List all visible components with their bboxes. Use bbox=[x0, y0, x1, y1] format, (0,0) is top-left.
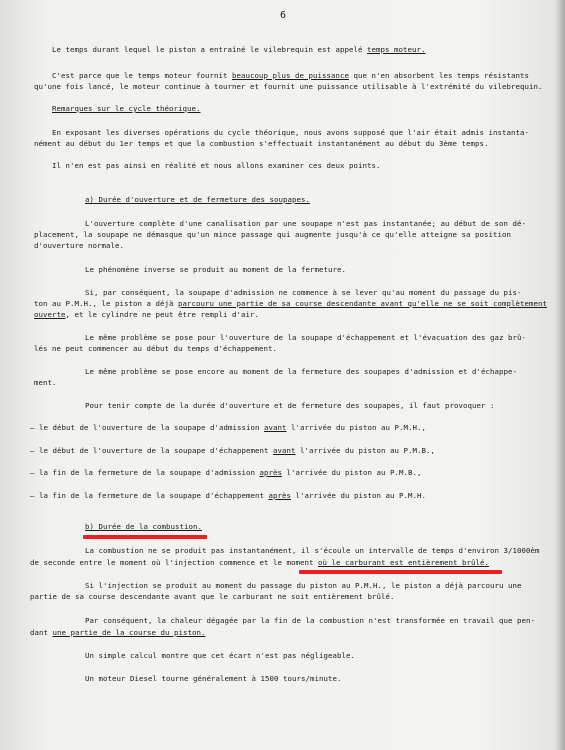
list-item: – la fin de la fermeture de la soupape d'admission après l'arrivée du piston au P.M.B., bbox=[30, 468, 422, 477]
paragraph-ouverture-line3: d'ouverture normale. bbox=[34, 241, 124, 250]
paragraph-puissance-line2: qu'une fois lancé, le moteur continue à tourner et fournit une puissance utilisable à l'extrémité du vilebrequin. bbox=[34, 82, 543, 91]
paragraph-diesel: Un moteur Diesel tourne généralement à 1500 tours/minute. bbox=[85, 674, 342, 683]
paragraph-calcul: Un simple calcul montre que cet écart n'est pas négligeable. bbox=[85, 651, 355, 660]
section-b-heading: b) Durée de la combustion. bbox=[85, 522, 202, 531]
paragraph-cycle-line1: En exposant les diverses opérations du cycle théorique, nous avons supposé que l'air était admis instanta- bbox=[52, 128, 529, 137]
paragraph-injection-line1: Si l'injection se produit au moment du passage du piston au P.M.H., le piston a déjà parcouru une bbox=[85, 581, 522, 590]
paragraph-ouverture-line1: L'ouverture complète d'une canalisation par une soupape n'est pas instantanée; au début de son dé- bbox=[85, 219, 526, 228]
paragraph-echappement-line1: Le même problème se pose pour l'ouverture de la soupape d'échappement et l'évacuation des gaz brû- bbox=[85, 333, 526, 342]
paragraph-cycle-line2: nément au début du 1er temps et que la combustion s'effectuait instantanément au début du 3ème temps. bbox=[34, 139, 489, 148]
paragraph-combustion-line1: La combustion ne se produit pas instantanément, il s'écoule un intervalle de temps d'environ 3/1000èm bbox=[85, 546, 540, 555]
page-spine-shadow bbox=[555, 0, 565, 750]
paragraph-phenomene: Le phénomène inverse se produit au moment de la fermeture. bbox=[85, 265, 346, 274]
paragraph-injection-line2: partie de sa course descendante avant que le carburant ne soit entièrement brûlé. bbox=[30, 592, 395, 601]
paragraph-puissance-line1: C'est parce que le temps moteur fournit beaucoup plus de puissance que n'en absorbent les temps résistants bbox=[52, 71, 529, 80]
paragraph-ouverture-line2: placement, la soupape ne démasque qu'un mince passage qui augmente jusqu'à ce qu'elle atteigne sa position bbox=[34, 230, 511, 239]
paragraph-provoquer: Pour tenir compte de la durée d'ouverture et de fermeture des soupapes, il faut provoquer : bbox=[85, 401, 495, 410]
paragraph-fermeture-line1: Le même problème se pose encore au moment de la fermeture des soupapes d'admission et d'échappe- bbox=[85, 367, 517, 376]
paragraph-realite: Il n'en est pas ainsi en réalité et nous allons examiner ces deux points. bbox=[52, 161, 381, 170]
paragraph-admission-line3: ouverte, et le cylindre ne peut être rempli d'air. bbox=[34, 310, 259, 319]
page-number: 6 bbox=[280, 10, 287, 21]
paragraph-temps-moteur: Le temps durant lequel le piston a entraîné le vilebrequin est appelé temps moteur. bbox=[52, 45, 426, 54]
paragraph-fermeture-line2: ment. bbox=[34, 378, 57, 387]
paragraph-admission-line1: Si, par conséquent, la soupape d'admission ne commence à se lever qu'au moment du passage du pis- bbox=[85, 288, 522, 297]
red-highlight-mark bbox=[299, 570, 502, 574]
section-a-heading: a) Durée d'ouverture et de fermeture des soupapes. bbox=[85, 195, 310, 204]
paragraph-chaleur-line2: dant une partie de la course du piston. bbox=[30, 628, 206, 637]
paragraph-admission-line2: ton au P.M.H., le piston a déjà parcouru une partie de sa course descendante avant qu'elle ne se soit complètement bbox=[34, 299, 547, 308]
list-item: – le début de l'ouverture de la soupape d'admission avant l'arrivée du piston au P.M.H., bbox=[30, 423, 426, 432]
red-highlight-mark bbox=[83, 535, 207, 539]
paragraph-combustion-line2: de seconde entre le moment où l'injection commence et le moment où le carburant est entièrement brûlé. bbox=[30, 558, 489, 567]
paragraph-echappement-line2: lés ne peut commencer au début du temps d'échappement. bbox=[34, 344, 277, 353]
list-item: – la fin de la fermeture de la soupape d'échappement après l'arrivée du piston au P.M.H. bbox=[30, 491, 426, 500]
paragraph-chaleur-line1: Par conséquent, la chaleur dégagée par la fin de la combustion n'est transformée en travail que pen- bbox=[85, 616, 535, 625]
list-item: – le début de l'ouverture de la soupape d'échappement avant l'arrivée du piston au P.M.B., bbox=[30, 446, 435, 455]
remarks-heading: Remarques sur le cycle théorique. bbox=[52, 104, 201, 113]
